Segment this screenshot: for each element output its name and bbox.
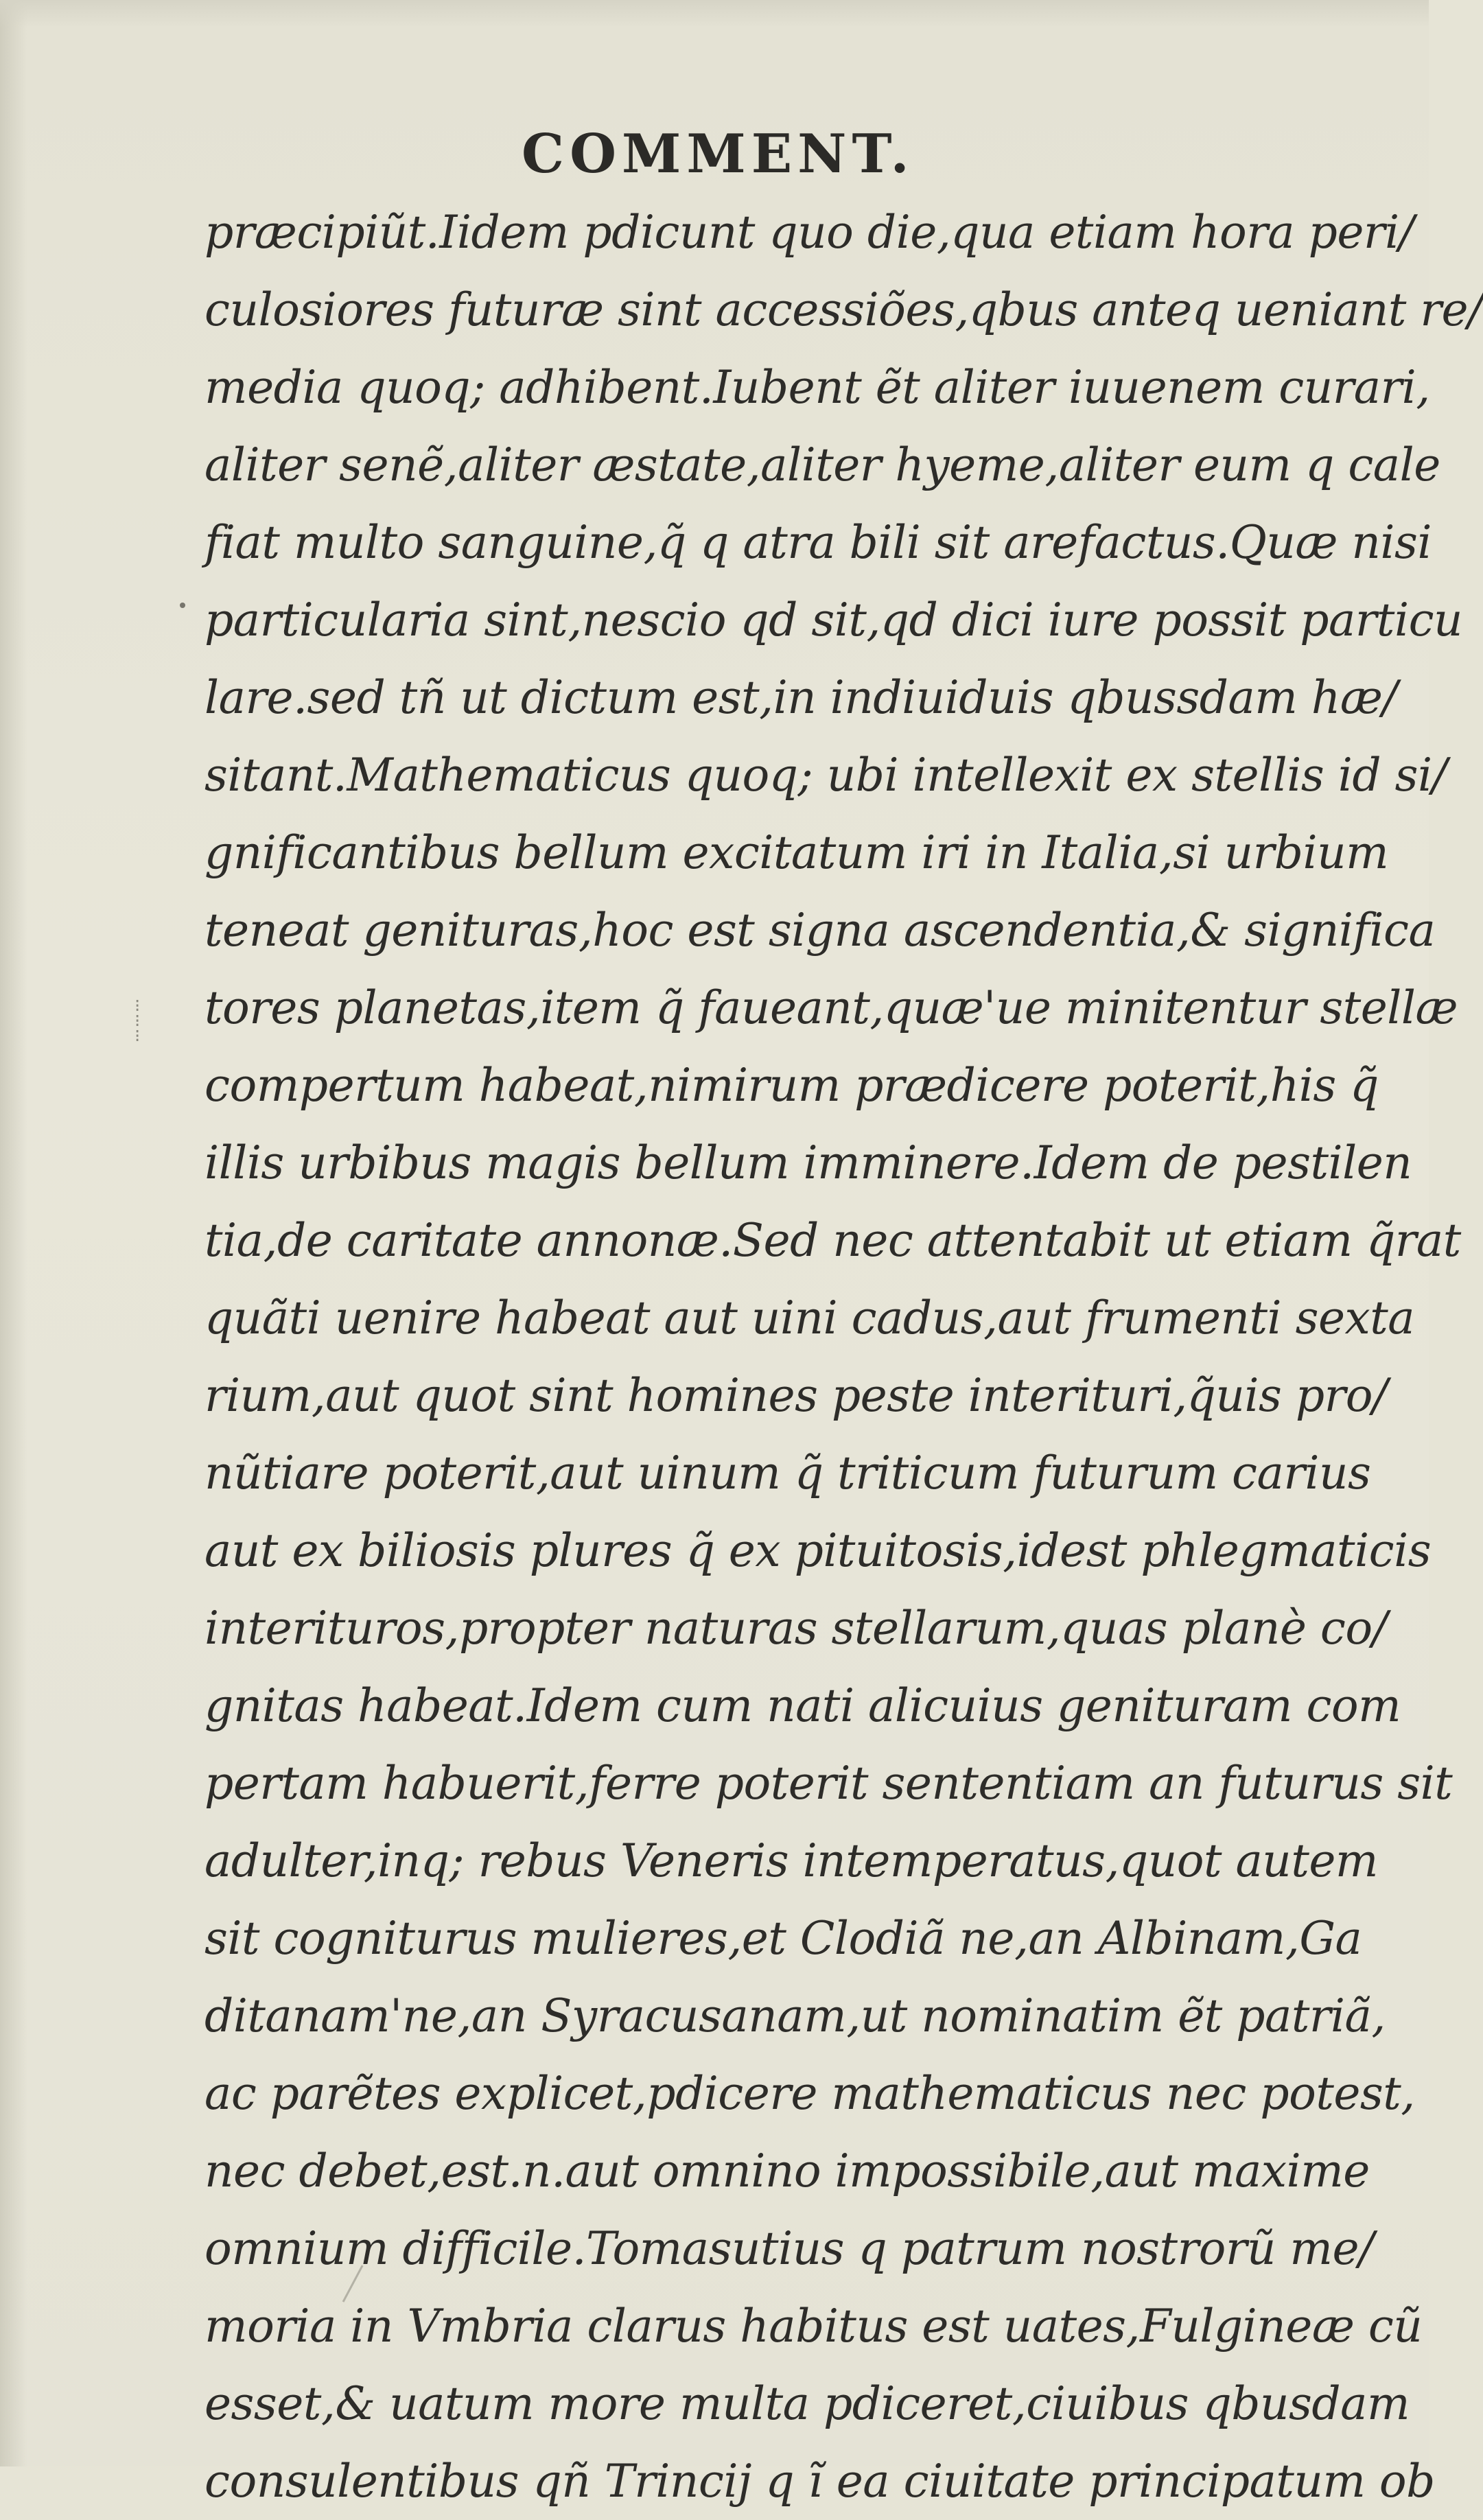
text-line: quãti uenire habeat aut uini cadus,aut frumenti sexta (205, 1292, 1415, 1344)
margin-dot (180, 603, 185, 608)
text-line: esset,& uatum more multa pdiceret,ciuibus qbusdam (205, 2377, 1410, 2430)
text-line: tia,de caritate annonæ.Sed nec attentabit ut etiam q̃rat (205, 1214, 1461, 1267)
text-line: consulentibus qñ Trincij q ĩ ea ciuitate principatum ob (205, 2455, 1435, 2508)
text-line: gnificantibus bellum excitatum iri in Italia,si urbium (205, 826, 1389, 879)
text-line: rium,aut quot sint homines peste interituri,q̃uis pro/ (205, 1369, 1388, 1422)
text-line: præcipiũt.Iidem pdicunt quo die,qua etiam hora peri/ (205, 206, 1414, 259)
text-line: particularia sint,nescio qd sit,qd dici iure possit particu (205, 594, 1463, 646)
text-line: aliter senẽ,aliter æstate,aliter hyeme,aliter eum q cale (205, 439, 1440, 491)
text-line: adulter,inq; rebus Veneris intemperatus,quot autem (205, 1834, 1378, 1887)
text-line: lare.sed tñ ut dictum est,in indiuiduis qbussdam hæ/ (205, 671, 1398, 724)
text-line: media quoq; adhibent.Iubent ẽt aliter iuuenem curari, (205, 361, 1430, 414)
text-line: illis urbibus magis bellum imminere.Idem de pestilen (205, 1136, 1412, 1189)
text-line: pertam habuerit,ferre poterit sententiam an futurus sit (205, 1757, 1453, 1810)
text-line: sitant.Mathematicus quoq; ubi intellexit ex stellis id si/ (205, 749, 1447, 802)
page-top-shadow (0, 0, 1429, 27)
margin-annotation-mark: ⁝ ⁝ ⁝ (135, 996, 141, 1047)
text-line: gnitas habeat.Idem cum nati alicuius genituram com (205, 1679, 1401, 1732)
text-line: moria in Vmbria clarus habitus est uates,Fulgineæ cũ (205, 2300, 1423, 2353)
text-line: nũtiare poterit,aut uinum q̃ triticum futurum carius (205, 1447, 1371, 1500)
text-line: interituros,propter naturas stellarum,quas planè co/ (205, 1602, 1388, 1655)
text-line: teneat genituras,hoc est signa ascendentia,& significa (205, 904, 1436, 957)
text-line: ac parẽtes explicet,pdicere mathematicus nec potest, (205, 2067, 1415, 2120)
text-line: aut ex biliosis plures q̃ ex pituitosis,idest phlegmaticis (205, 1524, 1432, 1577)
text-line: nec debet,est.n.aut omnino impossibile,aut maxime (205, 2145, 1370, 2197)
text-line: fiat multo sanguine,q̃ q atra bili sit arefactus.Quæ nisi (205, 516, 1432, 569)
body-text (205, 194, 1483, 2508)
page-gutter-shadow (0, 0, 27, 2466)
text-line: compertum habeat,nimirum prædicere poterit,his q̃ (205, 1059, 1379, 1112)
text-line: ditanam'ne,an Syracusanam,ut nominatim ẽt patriã, (205, 1990, 1386, 2042)
running-head: COMMENT. (522, 123, 915, 185)
text-line: culosiores futuræ sint accessiões,qbus anteq ueniant re/ (205, 283, 1483, 336)
text-line: sit cogniturus mulieres,et Clodiã ne,an Albinam,Ga (205, 1912, 1362, 1965)
text-line: tores planetas,item q̃ faueant,quæ'ue minitentur stellæ (205, 981, 1458, 1034)
text-line: omnium difficile.Tomasutius q patrum nostrorũ me/ (205, 2222, 1374, 2275)
